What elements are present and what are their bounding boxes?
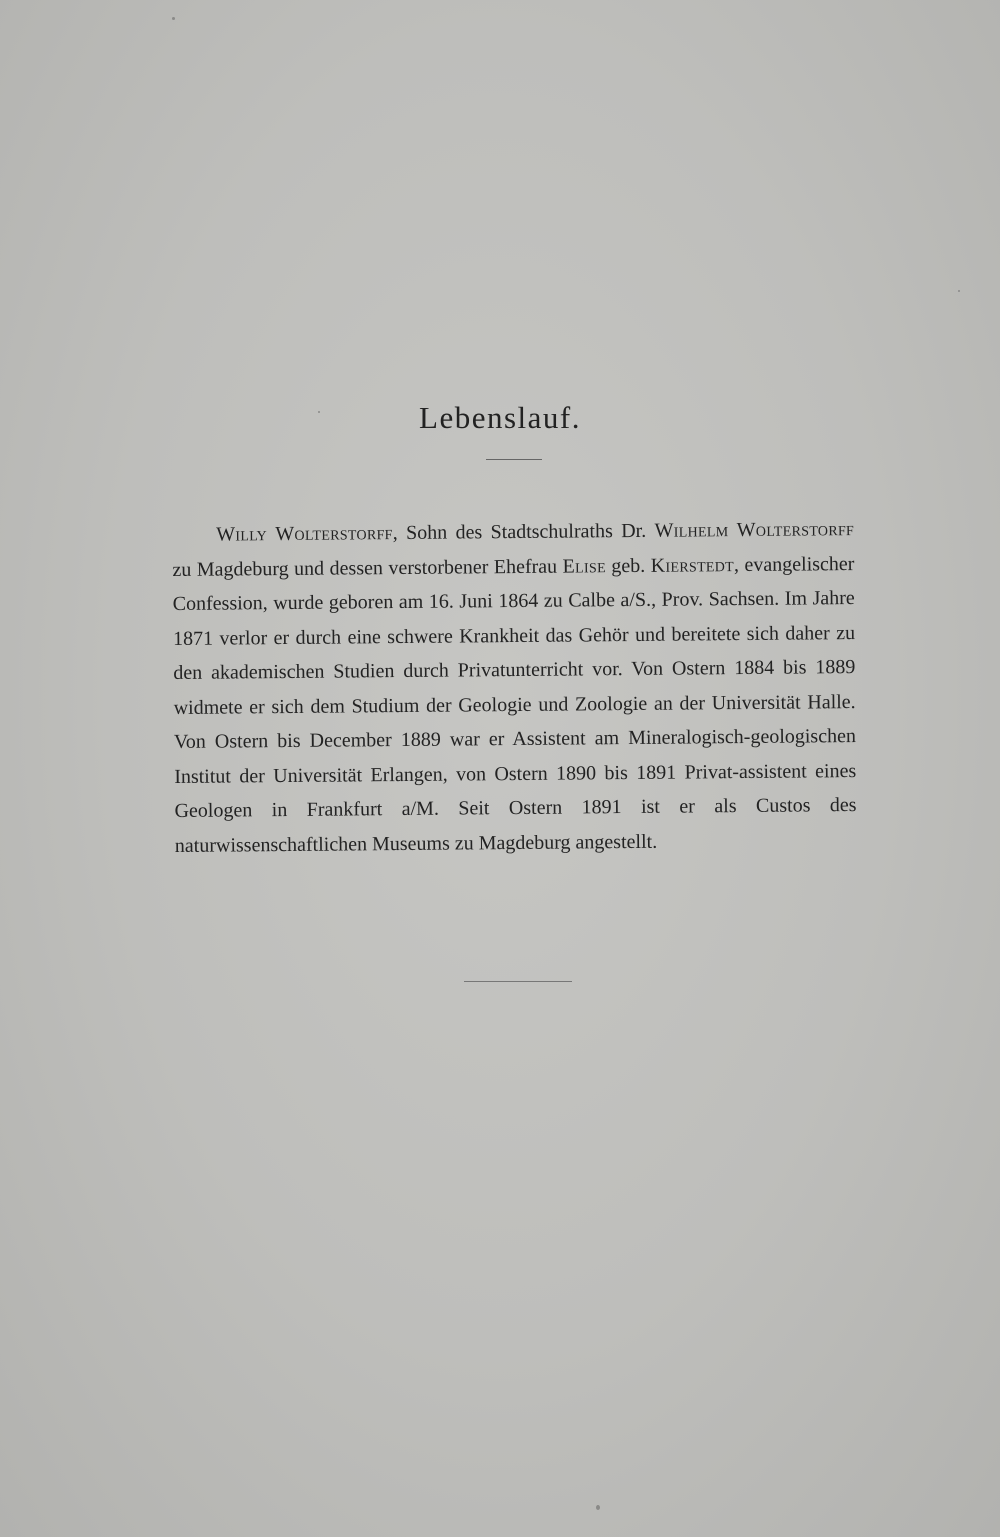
page-title: Lebenslauf. bbox=[419, 400, 581, 435]
paragraph-segment: geb. bbox=[605, 554, 651, 577]
paragraph-segment: Elise bbox=[562, 554, 606, 578]
paper-speck bbox=[596, 1505, 600, 1510]
title-divider bbox=[486, 459, 542, 460]
paragraph-segment: , evangelischer Confession, wurde geboren am 16. Juni 1864 zu Calbe a/S., Prov. Sachsen. Im Jahre 1871 verlor er durch eine schwere Krankheit das Gehör und bereitete sich daher zu den akademischen Studien durch Privatunterricht vor. Von Ostern 1884 bis 1889 widmete er sich dem Studium der Geologie und Zoologie an der Universität Halle. Von Ostern bis December 1889 war er Assistent am Mineralogisch-geologischen Institut der Universität Erlangen, von Ostern 1890 bis 1891 Privat-assistent eines Geologen in Frankfurt a/M. Seit Ostern 1891 ist er als Custos des naturwissenschaftlichen Museums zu Magdeburg angestellt. bbox=[172, 552, 857, 857]
paragraph-segment: Willy Wolterstorff bbox=[216, 522, 393, 546]
closing-divider bbox=[464, 981, 572, 982]
paragraph-segment: Wilhelm Wolterstorff bbox=[654, 518, 855, 542]
paragraph-segment: zu Magdeburg und dessen verstorbener Ehefrau bbox=[172, 555, 563, 581]
paper-speck bbox=[172, 17, 175, 20]
biography-paragraph bbox=[172, 512, 857, 863]
paper-speck bbox=[958, 290, 960, 292]
paragraph-segment: , Sohn des Stadtschulraths Dr. bbox=[392, 519, 655, 545]
paragraph-segment: Kierstedt bbox=[650, 553, 735, 577]
